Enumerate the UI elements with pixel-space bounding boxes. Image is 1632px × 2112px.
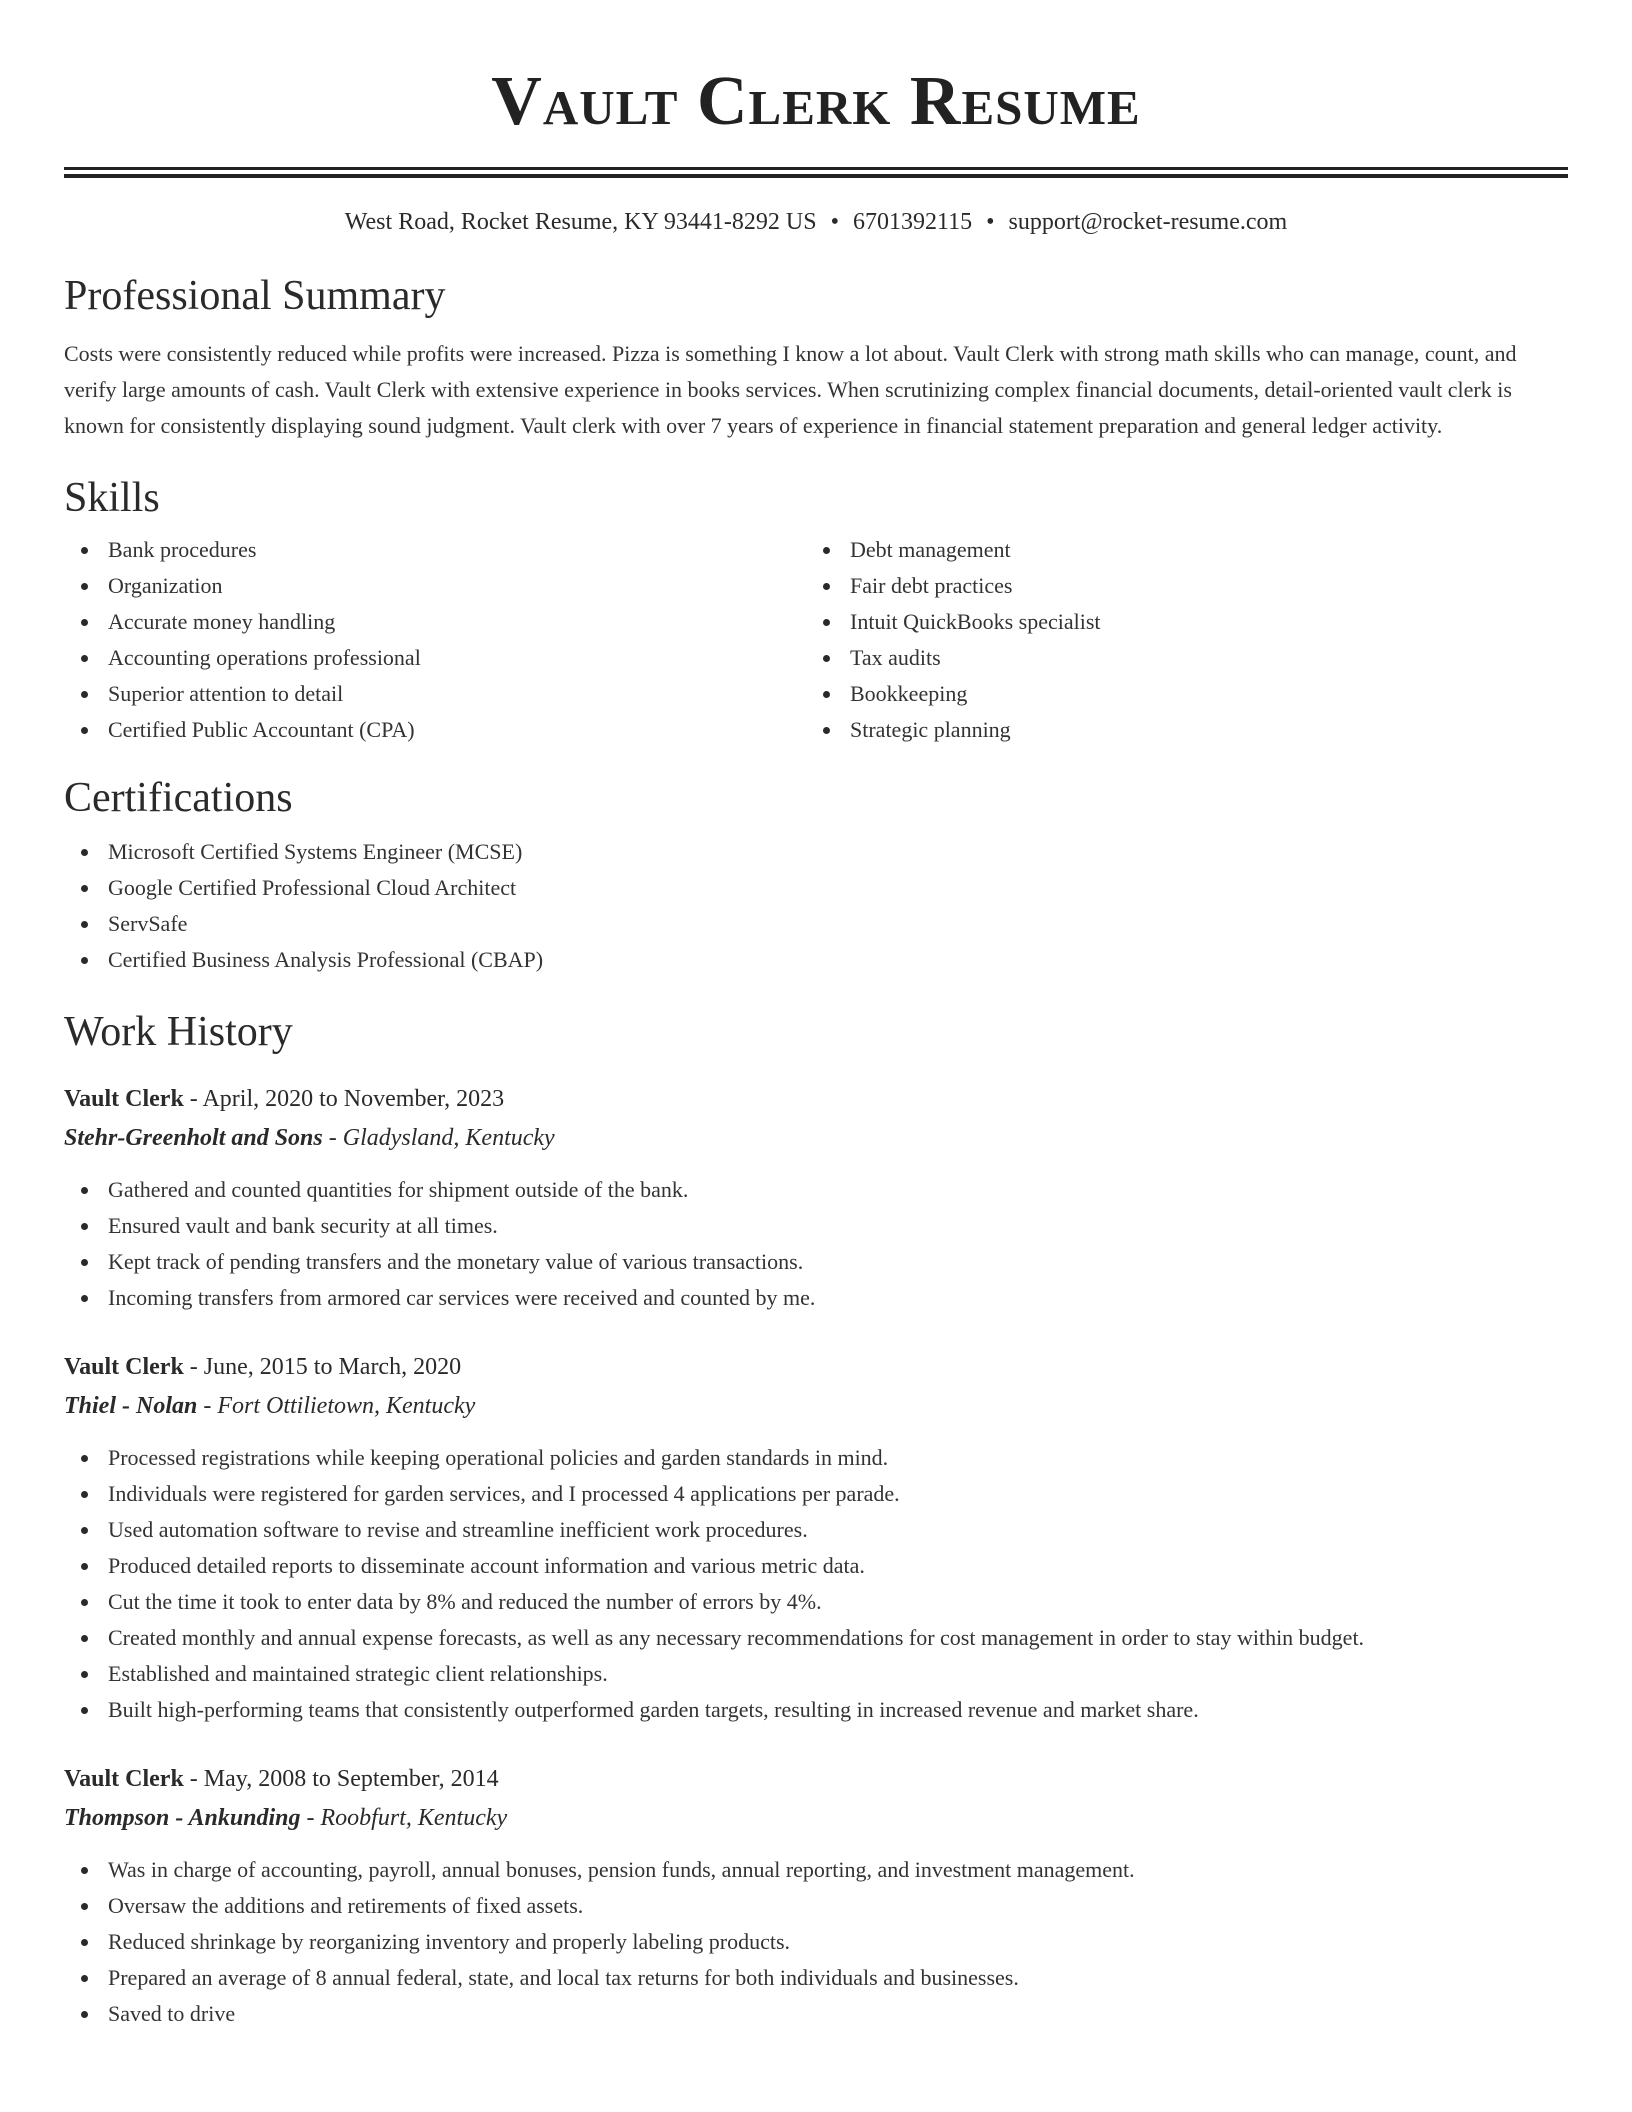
certifications-heading: Certifications [64,775,293,821]
job-company-line [64,1386,1568,1426]
job-company: Thiel - Nolan [64,1393,198,1419]
skill-item: Fair debt practices [806,568,1548,604]
job-bullet: Created monthly and annual expense forecasts, as well as any necessary recommendations for cost management in order to stay within budget. [64,1620,1568,1656]
job-bullets [64,1172,1568,1316]
job-company-line [64,1798,1568,1838]
skill-item: Accurate money handling [64,604,806,640]
resume-title: Vault Clerk Resume [491,63,1141,140]
job-bullet: Reduced shrinkage by reorganizing inventory and properly labeling products. [64,1924,1568,1960]
summary-text: Costs were consistently reduced while profits were increased. Pizza is something I know a lot about. Vault Clerk with strong math skills who can manage, count, and verify large amounts of cash. Vault Clerk with extensive experience in books services. When scrutinizing complex financial documents, detail-oriented vault clerk is known for consistently displaying sound judgment. Vault clerk with over 7 years of experience in financial statement preparation and general ledger activity. [64,341,1517,438]
skill-item: Tax audits [806,640,1548,676]
job-entry [64,1348,1568,1728]
skill-item: Certified Public Accountant (CPA) [64,712,806,748]
resume-page [64,0,1568,2032]
job-company: Stehr-Greenholt and Sons [64,1125,323,1151]
contact-line [64,206,1568,238]
contact-separator: • [830,209,839,235]
certifications-list [64,834,1568,978]
job-bullet: Was in charge of accounting, payroll, annual bonuses, pension funds, annual reporting, and investment management. [64,1852,1568,1888]
job-bullet: Incoming transfers from armored car services were received and counted by me. [64,1280,1568,1316]
job-bullet: Built high-performing teams that consistently outperformed garden targets, resulting in increased revenue and market share. [64,1692,1568,1728]
skill-item: Intuit QuickBooks specialist [806,604,1548,640]
title-double-rule [64,167,1568,178]
job-bullets [64,1852,1568,2032]
job-title-line [64,1760,1568,1798]
job-bullet: Oversaw the additions and retirements of fixed assets. [64,1888,1568,1924]
contact-email: support@rocket-resume.com [1008,209,1288,235]
job-bullet: Individuals were registered for garden services, and I processed 4 applications per parade. [64,1476,1568,1512]
contact-phone: 6701392115 [853,209,973,235]
skill-item: Superior attention to detail [64,676,806,712]
skill-item: Bookkeeping [806,676,1548,712]
job-bullet: Prepared an average of 8 annual federal, state, and local tax returns for both individuals and businesses. [64,1960,1568,1996]
skills-list-left [64,532,806,748]
job-location: - Fort Ottilietown, Kentucky [197,1393,476,1419]
work-history-heading: Work History [64,1009,293,1055]
job-company-line [64,1118,1568,1158]
skills-heading: Skills [64,475,160,521]
job-bullet: Established and maintained strategic client relationships. [64,1656,1568,1692]
contact-address: West Road, Rocket Resume, KY 93441-8292 US [344,209,817,235]
job-bullets [64,1440,1568,1728]
job-dates: - April, 2020 to November, 2023 [183,1086,505,1112]
skills-grid [64,532,1568,748]
job-entry [64,1760,1568,2032]
skill-item: Strategic planning [806,712,1548,748]
job-bullet: Saved to drive [64,1996,1568,2032]
job-bullet: Processed registrations while keeping operational policies and garden standards in mind. [64,1440,1568,1476]
skills-list-right [806,532,1548,748]
job-bullet: Used automation software to revise and streamline inefficient work procedures. [64,1512,1568,1548]
job-bullet: Kept track of pending transfers and the monetary value of various transactions. [64,1244,1568,1280]
skill-item: Debt management [806,532,1548,568]
job-bullet: Gathered and counted quantities for shipment outside of the bank. [64,1172,1568,1208]
job-location: - Roobfurt, Kentucky [300,1805,508,1831]
summary-heading: Professional Summary [64,273,446,319]
skill-item: Accounting operations professional [64,640,806,676]
job-bullet: Cut the time it took to enter data by 8% and reduced the number of errors by 4%. [64,1584,1568,1620]
contact-separator: • [986,209,995,235]
job-title: Vault Clerk [64,1086,184,1112]
certification-item: Certified Business Analysis Professional (CBAP) [64,942,1568,978]
job-dates: - June, 2015 to March, 2020 [183,1354,462,1380]
job-title-line [64,1080,1568,1118]
job-company: Thompson - Ankunding [64,1805,301,1831]
job-dates: - May, 2008 to September, 2014 [183,1766,499,1792]
certification-item: ServSafe [64,906,1568,942]
job-bullet: Ensured vault and bank security at all times. [64,1208,1568,1244]
job-bullet: Produced detailed reports to disseminate account information and various metric data. [64,1548,1568,1584]
job-title: Vault Clerk [64,1354,184,1380]
certification-item: Microsoft Certified Systems Engineer (MCSE) [64,834,1568,870]
job-title-line [64,1348,1568,1386]
skill-item: Organization [64,568,806,604]
job-title: Vault Clerk [64,1766,184,1792]
job-location: - Gladysland, Kentucky [322,1125,555,1151]
skill-item: Bank procedures [64,532,806,568]
job-entry [64,1080,1568,1316]
certification-item: Google Certified Professional Cloud Architect [64,870,1568,906]
